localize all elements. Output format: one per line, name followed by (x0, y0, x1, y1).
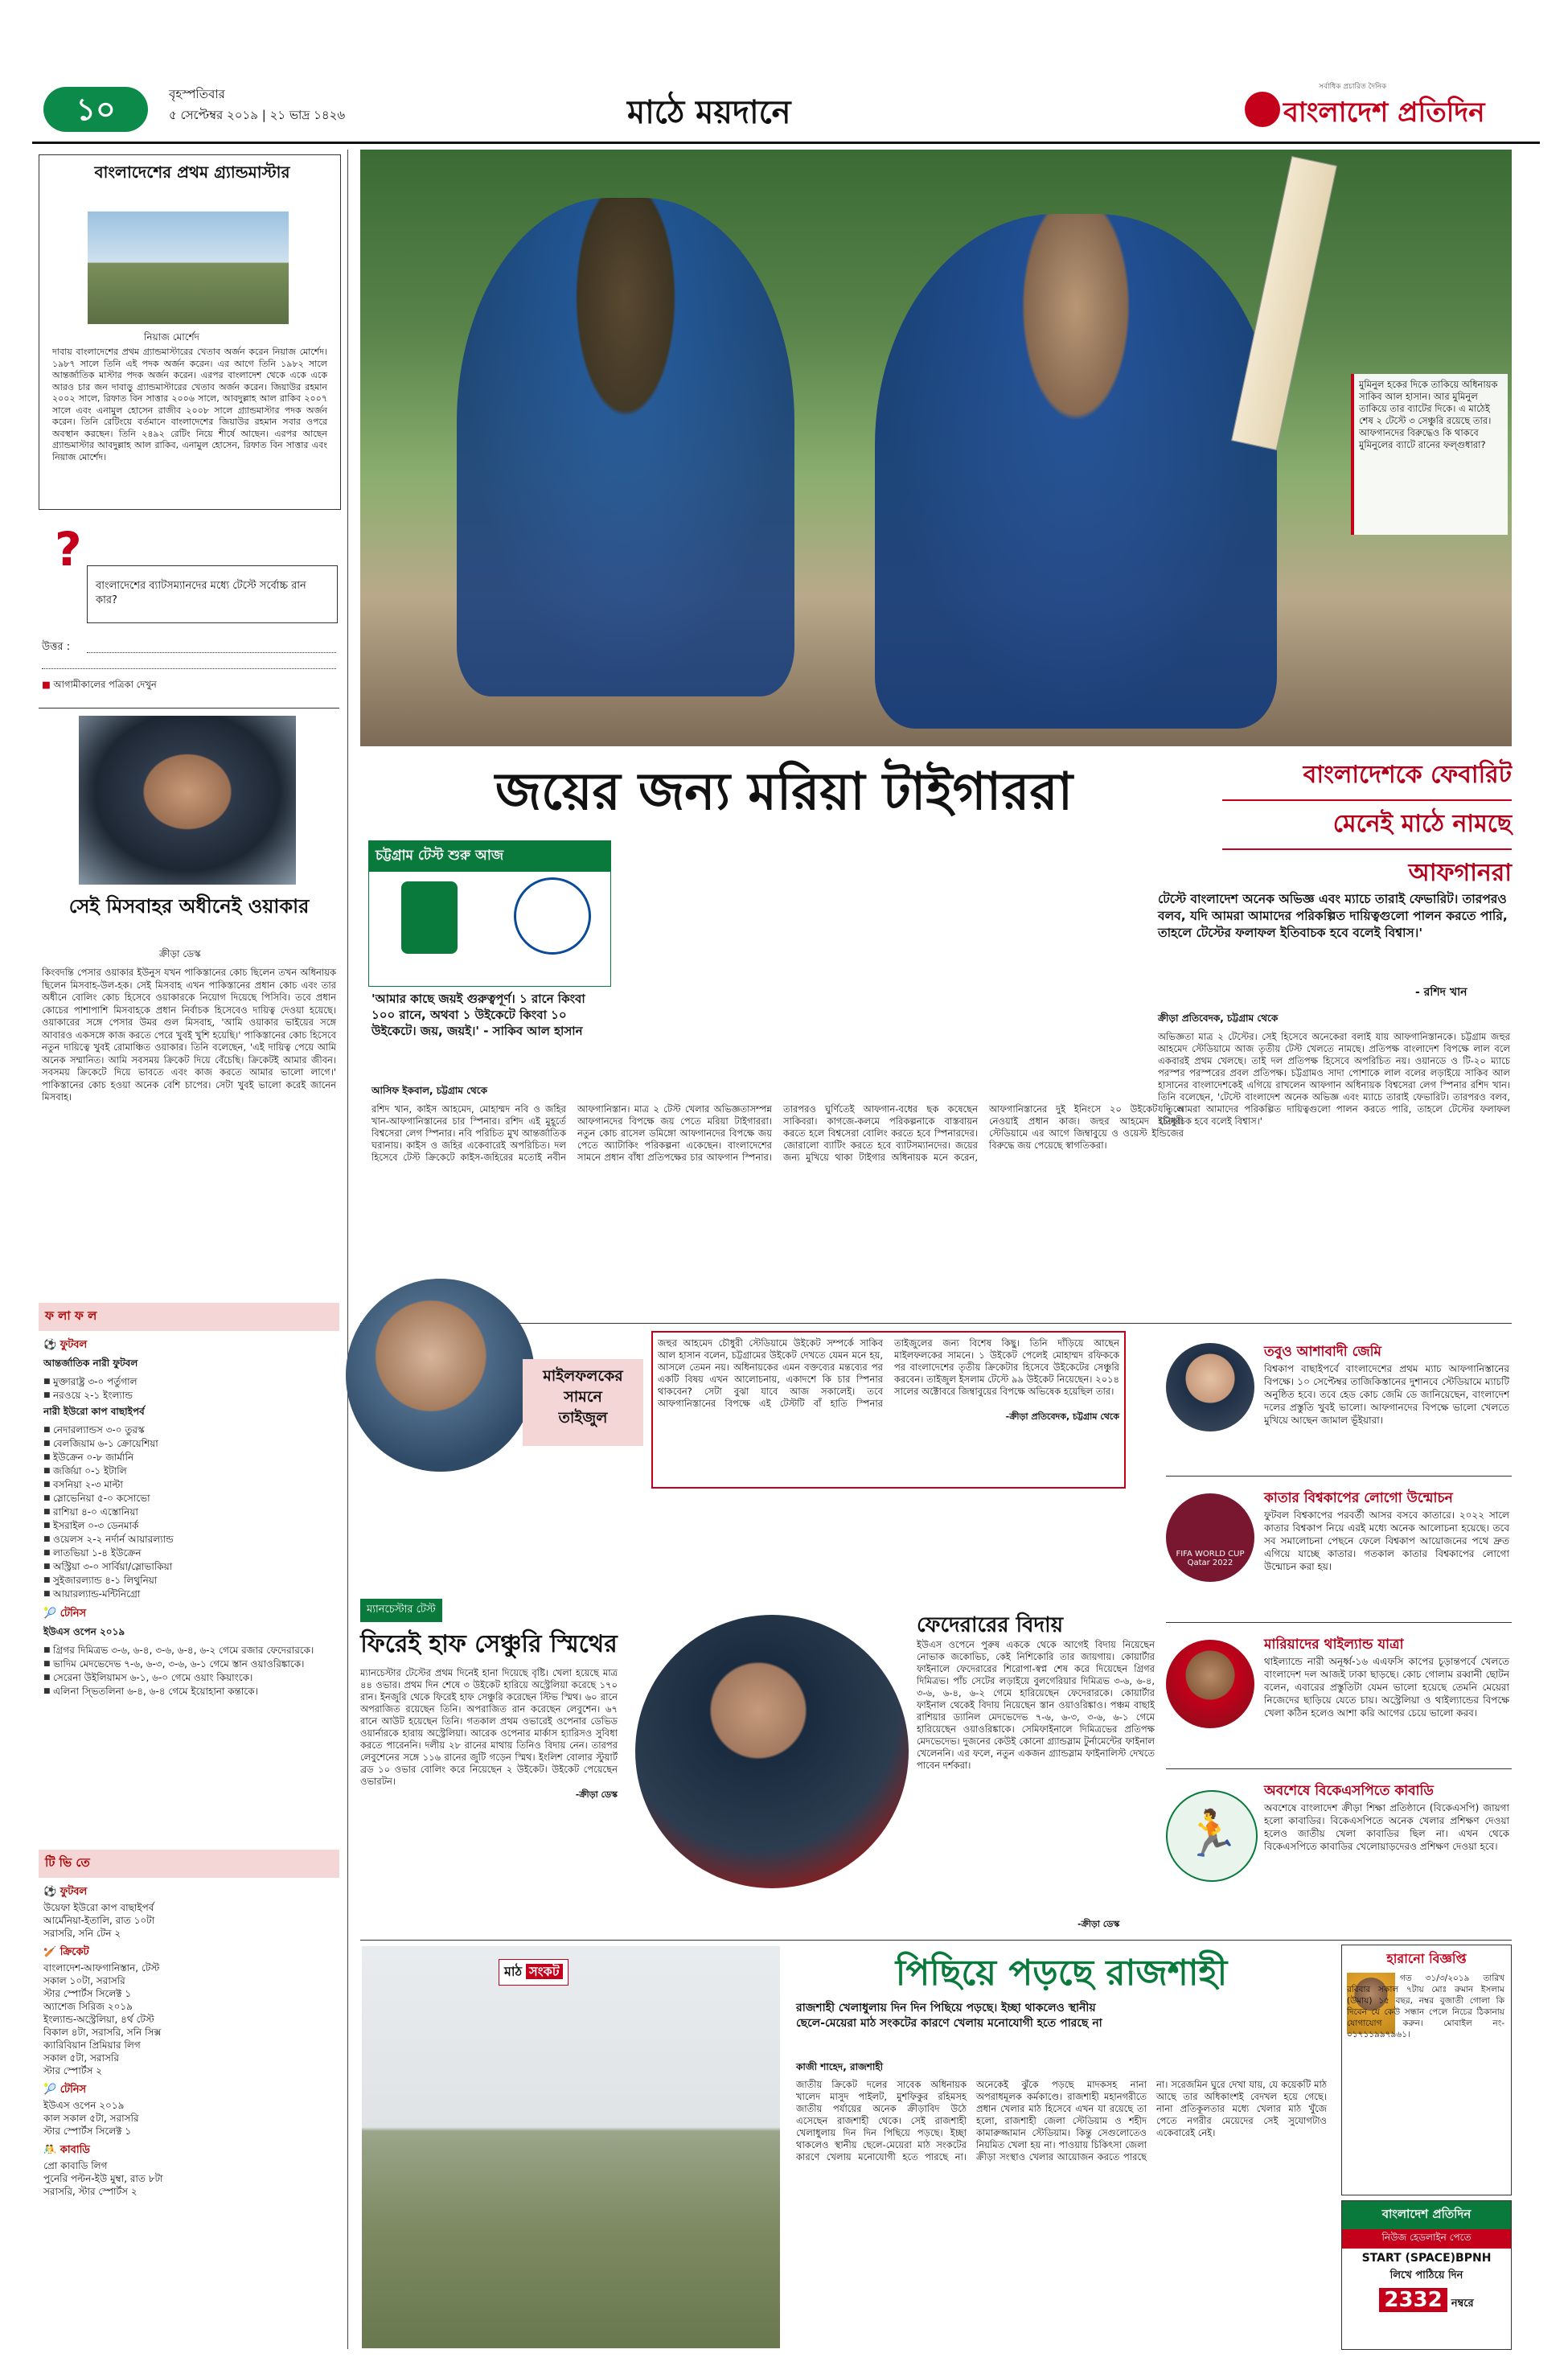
brief-item (1166, 1481, 1512, 1623)
tv-line: সরাসরি, স্টার স্পোর্টস ২ (43, 2186, 138, 2197)
lead-kicker: চট্টগ্রাম টেস্ট শুরু আজ (369, 841, 610, 872)
lead-headline: জয়ের জন্য মরিয়া টাইগাররা (495, 762, 1073, 822)
football-label: ফুটবল (60, 1339, 88, 1351)
tv-line: প্রো কাবাডি লিগ (43, 2160, 108, 2171)
list-item: ■ স্লোভেনিয়া ৫-০ কসোভো (43, 1492, 335, 1505)
tennis-label: টেনিস (60, 1608, 87, 1620)
brief-text: থাইল্যান্ডে নারী অনূর্ধ্ব-১৬ এএফসি কাপের চূড়ান্তপর্বে খেলতে বাংলাদেশ দল আজই ঢাকা ছাড়ছে। কোচ গোলাম রব্বানী ছোটন বলেন, এবারের প্রস্তুতিটা যেমন ভালো হয়েছে তেমনি মেয়েরা নিজেদের ছাড়িয়ে যেতে চায়। অস্ট্রেলিয়া ও থাইল্যান্ডের বিপক্ষে খেলা কঠিন হলেও আশা করি আগের চেয়ে ভালো করব। (1264, 1656, 1509, 1719)
list-item: ■ লাতভিয়া ১-৪ ইউক্রেন (43, 1546, 335, 1560)
football-sub: আন্তর্জাতিক নারী ফুটবল (43, 1357, 138, 1369)
grandmaster-photo (88, 212, 289, 324)
brief-item (1166, 1628, 1512, 1769)
list-item: ■ অস্ট্রিয়া ৩-০ সার্বিয়া/স্লোভাকিয়া (43, 1560, 335, 1574)
rajshahi-photo (362, 1946, 780, 2348)
misbah-article (39, 716, 339, 1263)
list-item: ■ জর্জিয়া ০-১ ইটালি (43, 1464, 335, 1478)
quiz-answer-line[interactable] (87, 652, 336, 653)
tv-line: কাল সকাল ৫টা, সরাসরি (43, 2113, 139, 2124)
taijul-title-line-2: সামনে (564, 1388, 602, 1406)
rajshahi-headline: পিছিয়ে পড়ছে রাজশাহী (895, 1953, 1228, 1994)
quiz-question: বাংলাদেশের ব্যাটসম্যানদের মধ্যে টেস্টে সর্বোচ্চ রান কার? (96, 580, 306, 606)
lead-byline: আসিফ ইকবাল, চট্টগ্রাম থেকে (371, 1085, 487, 1096)
rajshahi-body: জাতীয় ক্রিকেট দলের সাবেক অধিনায়ক খালেদ মাসুদ পাইলট, মুশফিকুর রহিমসহ জাতীয় পর্যায়ের অনেক ক্রীড়াবিদ উঠে এসেছেন রাজশাহী থেকে। সেই রাজশাহী খেলাধুলায় দিন দিন পিছিয়ে পড়ছে। ইচ্ছা থাকলেও স্থানীয় ছেলে-মেয়েরা মাঠ সংকটের কারণে খেলায় মনোযোগী হতে পারছে না। অনেকেই ঝুঁকে পড়ছে মাদকসহ নানা অপরাধমূলক কর্মকাণ্ডে। রাজশাহী মহানগরীতে প্রধান খেলার মাঠ হিসেবে এখন যা রয়েছে তা হলো, রাজশাহী জেলা স্টেডিয়াম ও শহীদ কামারুজ্জামান স্টেডিয়াম। কিন্তু সেগুলোতেও নিয়মিত খেলা হয় না। পাওয়ায় চিকিৎসা জেলা ক্রীড়া সংস্থাও খেলার আয়োজন করতে পারছে না। সরেজমিন ঘুরে দেখা যায়, যে কয়েকটি মাঠ আছে তার অধিকাংশই বেদখল হয়ে গেছে। নানা প্রতিকূলতার মধ্যে খেলার মাঠ খুঁজে পেতে নগরীর মেয়েদের সেই সুযোগটাও একেবারেই নেই। (796, 2079, 1327, 2162)
briefs-column (1166, 1335, 1512, 1946)
football-heading (43, 1337, 335, 1354)
tv-line: ইউএস ওপেন ২০১৯ (43, 2100, 125, 2111)
tennis-icon: 🎾 (43, 1608, 60, 1620)
grandmaster-box (39, 154, 341, 510)
sms-promo (1341, 2200, 1512, 2350)
taijul-body-box (651, 1331, 1126, 1489)
brief-item (1166, 1774, 1512, 1927)
tv-listings (39, 1878, 339, 2199)
misbah-byline: ক্রীড়া ডেস্ক (159, 948, 201, 959)
afghan-headline (1222, 752, 1512, 897)
brief-title: কাতার বিশ্বকাপের লোগো উন্মোচন (1264, 1490, 1453, 1506)
kabaddi-player-icon: 🏃 (1166, 1790, 1258, 1882)
taijul-title-line-1: মাইলফলকের (543, 1367, 623, 1385)
missing-title: হারানো বিজ্ঞপ্তি (1342, 1945, 1511, 1974)
taijul-title-line-3: তাইজুল (558, 1409, 608, 1427)
afghan-quote-by: - রশিদ খান (1415, 986, 1467, 999)
football-icon: ⚽ (43, 1339, 60, 1351)
fixtures-section (39, 1303, 339, 1842)
list-item: ■ নরওয়ে ২-১ ইংল্যান্ড (43, 1389, 335, 1403)
rajshahi-tag-right: সংকট (526, 1964, 562, 1979)
taijul-photo (346, 1279, 535, 1472)
football-sub-2: নারী ইউরো কাপ বাছাইপর্ব (43, 1406, 145, 1417)
federer-headline: ফেদেরারের বিদায় (917, 1613, 1064, 1637)
afghan-headline-line-3: আফগানরা (1408, 859, 1512, 887)
tv-line: ক্যারিবিয়ান প্রিমিয়ার লিগ (43, 2039, 141, 2051)
masthead (32, 79, 1540, 137)
tv-line: সরাসরি, সনি টেন ২ (43, 1928, 121, 1939)
promo-line-2: START (SPACE)BPNH (1361, 2252, 1492, 2265)
player-right-silhouette (875, 214, 1277, 729)
grandmaster-title: বাংলাদেশের প্রথম গ্র্যান্ডমাস্টার (94, 162, 290, 182)
list-item: ■ মুক্তারাষ্ট্র ৩-০ পর্তুগাল (43, 1375, 335, 1389)
rajshahi-tag (499, 1959, 569, 1986)
logo-tagline: সর্বাধিক প্রচারিত দৈনিক (1319, 83, 1387, 91)
tennis-heading (43, 1606, 335, 1623)
tv-kabaddi-label: কাবাডি (60, 2144, 90, 2156)
promo-number: 2332 (1379, 2288, 1447, 2312)
promo-brand: বাংলাদেশ প্রতিদিন (1342, 2201, 1511, 2229)
question-mark-icon: ? (55, 522, 82, 577)
afghan-headline-line-1: বাংলাদেশকে ফেবারিট (1222, 752, 1512, 801)
maria-photo (1166, 1640, 1254, 1728)
tv-tennis-label: টেনিস (60, 2084, 87, 2096)
promo-number-row (1342, 2285, 1511, 2316)
smith-article (360, 1599, 618, 1937)
brief-text: বিশ্বকাপ বাছাইপর্বে বাংলাদেশের প্রথম ম্যাচ আফগানিস্তানের বিপক্ষে। ১০ সেপ্টেম্বর তাজিকিস্তানের দুশানবে স্টেডিয়ামে ম্যাচটি অনুষ্ঠিত হবে। তবে হেড কোচ জেমি ডে জানিয়েছেন, বাংলাদেশ দলের প্রস্তুতি খুবই ভালো। আফগানদের বিপক্ষে ভালো খেলতে মুখিয়ে আছেন জামাল ভূঁইয়ারা। (1264, 1363, 1509, 1426)
list-item: ■ ওয়েলস ২-২ নর্দার্ন আয়ারল্যান্ড (43, 1533, 335, 1546)
bcb-logo (401, 881, 458, 954)
brief-text: ফুটবল বিশ্বকাপের পরবর্তী আসর বসবে কাতারে। ২০২২ সালে কাতার বিশ্বকাপ নিয়ে এরই মধ্যে অনেক আলোচনা হয়েছে। তবে সব সমালোচনা পেছনে ফেলে বিশ্বকাপ আয়োজনের পথে দ্রুত এগিয়ে যাচ্ছে কাতার। গতকাল কাতার বিশ্বকাপের লোগো উন্মোচন করা হয়। (1264, 1509, 1509, 1572)
promo-line-3: লিখে পাঠিয়ে দিন (1389, 2269, 1463, 2282)
qatar-logo: FIFA WORLD CUP Qatar 2022 (1166, 1493, 1254, 1582)
federer-article (627, 1599, 1158, 1937)
brief-text: অবশেষে বাংলাদেশ ক্রীড়া শিক্ষা প্রতিষ্ঠানে (বিকেএসপি) জায়গা হলো কাবাডির। বিকেএসপিতে অনেক খেলার প্রশিক্ষণ দেওয়া হলেও জাতীয় খেলা কাবাডির ছিল না। এখন থেকে বিকেএসপিতে কাবাডির খেলোয়াড়দেরও প্রশিক্ষণ দেওয়া হবে। (1264, 1802, 1509, 1852)
list-item: ■ আয়ারল্যান্ড-মন্টিনিগ্রো (43, 1587, 335, 1601)
promo-number-suffix: নম্বরে (1451, 2298, 1474, 2310)
afghan-headline-line-2: মেনেই মাঠে নামছে (1222, 801, 1512, 850)
acb-logo (514, 877, 591, 955)
taijul-body: জহুর আহমেদ চৌধুরী স্টেডিয়ামে উইকেট সম্পর্কে সাকিব আল হাসান বলেন, চট্টগ্রামের উইকেট দেখতে যেমন মনে হয়, আসলে তেমন নয়। অধিনায়কের এমন বক্তব্যের মন্তব্যের পর একটি বিষয় এখন আলোচনায়, একাদশে কি চার স্পিনার থাকবেন? সেটা বুঝা যাবে আজ সকালেই। তবে আফগানিস্তানের বিপক্ষে এই টেস্টটি বাঁ হাতি স্পিনার তাইজুলের জন্য বিশেষ কিছু। তিনি দাঁড়িয়ে আছেন মাইলফলকের সামনে। ১ উইকেট পেলেই মোহাম্মদ রফিককে পর বাংলাদেশের তৃতীয় ক্রিকেটার হিসেবে উইকেটের সেঞ্চুরি করবেন। তাইজুল ইসলাম টেস্টে ৯৯ উইকেট নিয়েছেন। ২০১৪ সালের অক্টোবরে জিম্বাবুয়ের বিপক্ষে অভিষেক হয়েছিল তার। (658, 1337, 1119, 1409)
cricket-bat (1231, 156, 1337, 450)
afghan-byline: ক্রীড়া প্রতিবেদক, চট্টগ্রাম থেকে (1158, 1012, 1279, 1024)
misbah-photo (79, 716, 296, 885)
brief-title: অবশেষে বিকেএসপিতে কাবাডি (1264, 1783, 1434, 1799)
tv-line: স্টার স্পোর্টস সিলেক্ট ১ (43, 1988, 132, 1999)
tv-line: স্টার স্পোর্টস ২ (43, 2065, 102, 2076)
tennis-sub: ইউএস ওপেন ২০১৯ (43, 1626, 125, 1637)
rajshahi-tag-left: মাঠ (504, 1964, 523, 1979)
missing-text: গত ৩১/৩/২০১৯ তারিখ রবিবার সকাল ৭টায় মোঃ রুমান ইসলাম (উমায়) ১৫ বছর, নম্বর বুজাতী গোলা কি দিবেন যে কেউ সন্ধান পেলে নিচের ঠিকানায় যোগাযোগ করুন। মোবাইল নং- ০১৭১১৯৯৭৯৬১। (1347, 1974, 1504, 2039)
masthead-rule (32, 142, 1540, 144)
tennis-icon: 🎾 (43, 2084, 60, 2096)
tv-line: স্টার স্পোর্টস সিলেক্ট ১ (43, 2126, 132, 2137)
tv-line: উয়েফা ইউরো কাপ বাছাইপর্ব (43, 1902, 154, 1913)
list-item: ■ বসনিয়া ২-৩ মাল্টা (43, 1478, 335, 1492)
tv-line: আর্মেনিয়া-ইতালি, রাত ১০টা (43, 1915, 155, 1926)
newspaper-logo (1206, 80, 1544, 133)
list-item: ■ রাশিয়া ৪-০ এস্তোনিয়া (43, 1505, 335, 1519)
hero-caption (1351, 374, 1508, 535)
tv-line: বাংলাদেশ-আফগানিস্তান, টেস্ট (43, 1962, 160, 1974)
tv-line: অ্যাশেজ সিরিজ ২০১৯ (43, 2001, 133, 2012)
fixtures-header: ফ লা ফ ল (39, 1303, 339, 1331)
lead-body: রশিদ খান, কাইস আহমেদ, মোহাম্মদ নবি ও জহির খান-আফগানিস্তানের চার স্পিনার। রশিদ এই মুহূর্তে বিশ্বসেরা লেগ স্পিনার। নবি পরিচিত মুখ আন্তর্জাতিক ঘরানায়। কাইস ও জহির একেবারেই অপরিচিত। দল হিসেবে টেস্ট ক্রিকেটে কাইস-জহিরের মতোই নবীন আফগানিস্তান। মাত্র ২ টেস্ট খেলার অভিজ্ঞতাসম্পন্ন আফগানদের বিপক্ষে জয় পেতে মরিয়া টাইগাররা। নতুন কোচ রাসেল ডমিঙ্গো আফগানদের বিপক্ষে জয় পেতে অ্যাটাকিং পরিকল্পনা একেছেন। বাংলাদেশের সামনে প্রধান বাঁধা প্রতিপক্ষের চার আফগান স্পিনার। তারপরও ঘুর্ণিতেই আফগান-বধের ছক কষেছেন সাকিবরা। কাগজে-কলমে পরিকল্পনাকে বাস্তবায়ন করতে হলে বিশ্বসেরা বোলিং করতে হবে স্পিনারদের। জোরালো ব্যাটিং করতে হবে ব্যাটসম্যানদের। জয়ের জন্য মুখিয়ে থাকা টাইগার অধিনায়ক মনে করেন, আফগানিস্তানের দুই ইনিংসে ২০ উইকেট তুলে নেওয়াই প্রধান কাজ। জহুর আহমেদ চৌধুরী স্টেডিয়ামে এর আগে জিম্বাবুয়ে ও ওয়েস্ট ইন্ডিজের বিরুদ্ধে জয় পেয়েছে স্বাগতিকরা। (371, 1103, 1184, 1163)
smith-kicker: ম্যানচেস্টার টেস্ট (360, 1599, 442, 1622)
lead-kicker-box (368, 840, 611, 987)
tv-tennis-heading (43, 2082, 335, 2099)
brief-title: তবুও আশাবাদী জেমি (1264, 1344, 1381, 1360)
issue-date: ৫ সেপ্টেম্বর ২০১৯ | ২১ ভাদ্র ১৪২৬ (169, 108, 346, 122)
taijul-box (346, 1279, 1150, 1576)
tv-line: সকাল ১০টা, সরাসরি (43, 1975, 125, 1986)
bullet-icon: ■ (42, 679, 54, 690)
misbah-body: কিংবদন্তি পেসার ওয়াকার ইউনুস যখন পাকিস্তানের কোচ ছিলেন তখন অধিনায়ক ছিলেন মিসবাহ-উল-হক। সেই মিসবাহ এখন পাকিস্তানের প্রধান কোচ এবং তার অধীনে বোলিং কোচ হিসেবে ওয়াকারকে নিয়োগ দিয়েছে পিসিবি। তবে প্রধান কোচের পাশাপাশি মিসবাহকে প্রধান নির্বাচক হিসেবেও দায়িত্ব দেওয়া হয়েছে। ওয়াকারের সঙ্গে পেসার উমর গুল মিসবাহ, 'আমি ওয়াকার ভাইয়ের সঙ্গে আবারও একসঙ্গে কাজ করতে পেরে খুবই খুশি হয়েছি।' পাকিস্তানের কোচ হিসেবে নতুন দায়িত্বে খুবই রোমাঞ্চিত ওয়াকার। তিনি বলেছেন, 'এই দায়িত্ব পেয়ে আমি অনেক সম্মানিত। আমি সবসময় ক্রিকেট দিয়ে বেঁচেছি। ক্রিকেটই আমার জীবন। সবসময় ক্রিকেটে দিয়ে ভাবতে এবং কাজ করতে আমার ভালো লাগে।' পাকিস্তানের কোচ হওয়া অনেক বেশি চাপের। সেটা খুবই ভালো করেই জানেন মিসবাহ। (42, 967, 336, 1103)
tv-football-label: ফুটবল (60, 1886, 88, 1898)
page-number-badge: ১০ (43, 87, 148, 132)
federer-body: ইউএস ওপেনে পুরুষ এককে থেকে আগেই বিদায় নিয়েছেন নোভাক জকোভিচ, কেই নিশিকোরি তার জায়গায়। কোয়ার্টার ফাইনালে ফেদেরারের শিরোপা-স্বপ্ন শেষ করে দিয়েছেন গ্রিগর দিমিত্রভ। পাঁচ সেটের লড়াইয়ে বুলগেরিয়ার দিমিত্রভ ৩-৬, ৬-৪, ৩-৬, ৬-৪, ৬-২ গেমে হারিয়েছেন ফেদেরারকে। কোয়ার্টার ফাইনাল থেকেই বিদায় নিয়েছেন স্তান ওয়াওরিঙ্কাও। পঞ্চম বাছাই রাশিয়ার ড্যানিল মেদভেদেভ ৭-৬, ৬-৩, ৩-৬, ৬-১ গেমে হারিয়েছেন ওয়াওরিঙ্কাকে। সেমিফাইনালে দিমিত্রভের প্রতিপক্ষ মেদভেদেভ। দুজনের কেউই কোনো গ্র্যান্ডস্লাম টুর্নামেন্টের ফাইনাল খেলেননি। এর ফলে, নতুন একজন গ্র্যান্ডস্লাম ফাইনালিস্ট দেখতে পাবেন দর্শকরা। (917, 1639, 1155, 1771)
left-rule-1 (39, 708, 339, 709)
federer-photo (635, 1615, 909, 1888)
lead-quote: 'আমার কাছে জয়ই গুরুত্বপূর্ণ। ১ রানে কিংবা ১০০ রানে, অথবা ১ উইকেটে কিংবা ১০ উইকেটে। জয়, জয়ই।' - সাকিব আল হাসান (371, 992, 585, 1038)
logo-emblem (1245, 92, 1280, 127)
left-column-divider (347, 150, 348, 2349)
quiz-answer-label: উত্তর : (42, 641, 71, 653)
quiz-footer-text: আগামীকালের পত্রিকা দেখুন (53, 679, 157, 690)
list-item: ■ সেরেনা উইলিয়ামস ৬-১, ৬-০ গেমে ওয়াং কিয়াংকে। (43, 1671, 335, 1685)
tv-header: টি ভি তে (39, 1850, 339, 1878)
list-item: ■ বেলজিয়াম ৬-১ ক্রোয়েশিয়া (43, 1437, 335, 1451)
jamie-day-photo (1166, 1343, 1254, 1431)
bottom-rule (360, 1940, 1512, 1941)
quiz-question-box (87, 565, 338, 623)
federer-byline: -ক্রীড়া ডেস্ক (1077, 1919, 1120, 1929)
quiz-answer-line-2 (42, 668, 336, 669)
afghan-quote: টেস্টে বাংলাদেশ অনেক অভিজ্ঞ এবং ম্যাচে তারাই ফেভারিট। তারপরও বলব, যদি আমরা আমাদের পরিকল্পিত দায়িত্বগুলো পালন করতে পারি, তাহলে টেস্টের ফলাফল ইতিবাচক হবে বলেই বিশ্বাস।' (1158, 892, 1508, 940)
missing-notice (1341, 1945, 1512, 2195)
tv-football-heading (43, 1884, 335, 1901)
tv-cricket-heading (43, 1945, 335, 1961)
smith-byline: -ক্রীড়া ডেস্ক (575, 1789, 618, 1800)
taijul-byline: -ক্রীড়া প্রতিবেদক, চট্টগ্রাম থেকে (1005, 1411, 1119, 1422)
tv-section (39, 1850, 339, 2348)
misbah-title: সেই মিসবাহর অধীনেই ওয়াকার (68, 895, 310, 918)
rajshahi-byline: কাজী শাহেদ, রাজশাহী (796, 2061, 884, 2072)
rajshahi-deck: রাজশাহী খেলাধুলায় দিন দিন পিছিয়ে পড়ছে। ইচ্ছা থাকলেও স্থানীয় ছেলে-মেয়েরা মাঠ সংকটের কারণে খেলায় মনোযোগী হতে পারছে না (796, 2002, 1102, 2030)
list-item: ■ ভাদিম মেদভেদেভ ৭-৬, ৬-৩, ৩-৬, ৬-১ গেমে স্তান ওয়াওরিঙ্কাকে। (43, 1657, 335, 1671)
section-title: মাঠে ময়দানে (627, 94, 791, 131)
list-item: ■ ইসরাইল ০-৩ ডেনমার্ক (43, 1519, 335, 1533)
list-item: ■ ইউক্রেন ০-৮ জার্মানি (43, 1451, 335, 1464)
issue-day: বৃহস্পতিবার (169, 87, 225, 101)
tv-line: পুনেরি পল্টন-ইউ মুম্বা, রাত ৮টা (43, 2173, 163, 2184)
hero-caption-text: মুমিনুল হকের দিকে তাকিয়ে অধিনায়ক সাকিব আল হাসান। আর মুমিনুল তাকিয়ে তার ব্যাটের দিকে। এ মাঠেই শেষ ২ টেস্টে ৩ সেঞ্চুরি রয়েছে তার। আফগানদের বিরুদ্ধেও কি থাকবে মুমিনুলের ব্যাটে রানের ফল্গুধারা? (1359, 379, 1498, 450)
brief-item (1166, 1335, 1512, 1477)
grandmaster-body: দাবায় বাংলাদেশের প্রথম গ্র্যান্ডমাস্টারের খেতাব অর্জন করেন নিয়াজ মোর্শেদ। ১৯৮৭ সালে তিনি এই পদক অর্জন করেন। এর আগে তিনি ১৯৮২ সালে আন্তর্জাতিক মাস্টার পদক অর্জন করেন। এরপর বাংলাদেশ থেকে একে একে আরও চার জন দাবাড়ু গ্র্যান্ডমাস্টারের খেতাব অর্জন করেন। জিয়াউর রহমান ২০০২ সালে, রিফাত বিন সাত্তার ২০০৬ সালে, আবদুল্লাহ আল রাকিব ২০০৭ সালে এবং এনামুল হোসেন রাজীব ২০০৮ সালে গ্র্যান্ডমাস্টার পদক অর্জন করেন। তিনি রেটিংয়ে বর্তমানে বাংলাদেশের জিয়াউর রহমান সবার ওপরে অবস্থান করছেন। তিনি ২৪৯২ রেটিং নিয়ে শীর্ষে আছেন। এরপর আছেন গ্র্যান্ডমাস্টার আবদুল্লাহ আল রাকিব, এনামুল হোসেন, রিফাত বিন সাত্তার এবং নিয়াজ মোর্শেদ। (52, 347, 327, 462)
hero-photo (360, 150, 1512, 746)
tv-kabaddi-heading (43, 2142, 335, 2159)
promo-line-1: নিউজ হেডলাইন পেতে (1342, 2229, 1511, 2249)
smith-body: ম্যানচেস্টার টেস্টের প্রথম দিনেই হানা দিয়েছে বৃষ্টি। খেলা হয়েছে মাত্র ৪৪ ওভার। প্রথম দিন শেষে ৩ উইকেট হারিয়ে অস্ট্রেলিয়া করেছে ১৭০ রান। ইনজুরি থেকে ফিরেই হাফ সেঞ্চুরি করেছেন স্টিভ স্মিথ। ৬০ রানে অপরাজিত রয়েছেন তিনি। অপরাজিত রান করেছেন লেবুশেন। ৬৭ রানে আউট হয়েছেন তিনি। গতকাল প্রথম ওভারেই ওপেনার ডেভিড ওয়ার্নারকে হারায় অস্ট্রেলিয়া। আরেক ওপেনার মার্কাস হ্যারিসও সুবিধা করতে পারেননি। দলীয় ২৮ রানের মাথায় তিনিও বিদায় নেন। তারপর লেবুশেনের সঙ্গে ১১৬ রানের জুটি গড়েন স্মিথ। ইংলিশ বোলার স্টুয়ার্ট ব্রড ১০ ওভার বোলিং করে নিয়েছেন ২ উইকেট। উইকেট পেয়েছেন ওভারটন। (360, 1667, 618, 1787)
tv-cricket-label: ক্রিকেট (60, 1946, 89, 1958)
list-item: ■ সুইজারল্যান্ড ৪-১ লিথুনিয়া (43, 1574, 335, 1587)
grandmaster-caption: নিয়াজ মোর্শেদ (144, 331, 199, 343)
logo-text: বাংলাদেশ প্রতিদিন (1283, 97, 1485, 129)
football-icon: ⚽ (43, 1886, 60, 1898)
quiz-footer (42, 678, 157, 693)
list-item: ■ নেদারল্যান্ডস ৩-০ তুরস্ক (43, 1423, 335, 1437)
list-item: ■ গ্রিগর দিমিত্রভ ৩-৬, ৬-৪, ৩-৬, ৬-৪, ৬-২ গেমে রজার ফেদেরারকে। (43, 1644, 335, 1657)
brief-title: মারিয়াদের থাইল্যান্ড যাত্রা (1264, 1637, 1404, 1653)
smith-headline: ফিরেই হাফ সেঞ্চুরি স্মিথের (360, 1630, 618, 1658)
tv-line: ইংল্যান্ড-অস্ট্রেলিয়া, ৪র্থ টেস্ট (43, 2014, 154, 2025)
list-item: ■ এলিনা স্ভিতলিনা ৬-৪, ৬-৪ গেমে ইয়োহানা কন্তাকে। (43, 1685, 335, 1698)
player-left-silhouette (457, 198, 794, 696)
fixtures-football (39, 1331, 339, 1700)
taijul-title (523, 1359, 643, 1446)
quiz-box (39, 519, 339, 700)
afghan-body: অভিজ্ঞতা মাত্র ২ টেস্টের। সেই হিসেবে অনেকেরা বলাই যায় আফগানিস্তানকে। চট্টগ্রাম জহুর আহমেদ স্টেডিয়ামে আজ তৃতীয় টেস্ট খেলতে নামছে। প্রতিপক্ষ বাংলাদেশ বিপক্ষে লাল বলে একবারই প্রথম খেলছে। তাই দল প্রতিপক্ষ হিসেবে অপরিচিত নয়। ওয়ানডে ও টি-২০ ম্যাচে পরস্পর পরস্পরের প্রবল প্রতিপক্ষ। চট্টগ্রামও সাদা পোশাকে লাল বলের লড়াইয়ে সাকিব আল হাসানের বাংলাদেশকেই এগিয়ে রাখলেন আফগান অধিনায়ক বিশ্বসেরা লেগ স্পিনার রশিদ খান। তিনি বলেছেন, 'টেস্টে বাংলাদেশ অনেক অভিজ্ঞ এবং ম্যাচে তারাই ফেভারিট। তারপরও বলব, যদি আমরা আমাদের পরিকল্পিত দায়িত্বগুলো পালন করতে পারি, তাহলে টেস্টের ফলাফল ইতিবাচক হবে বলেই বিশ্বাস।' (1158, 1031, 1510, 1127)
tv-line: সকাল ৫টা, সরাসরি (43, 2052, 119, 2064)
cricket-icon: 🏏 (43, 1946, 60, 1958)
tv-line: বিকাল ৪টা, সরাসরি, সনি সিক্স (43, 2027, 162, 2038)
kabaddi-icon: 🤼 (43, 2144, 60, 2156)
